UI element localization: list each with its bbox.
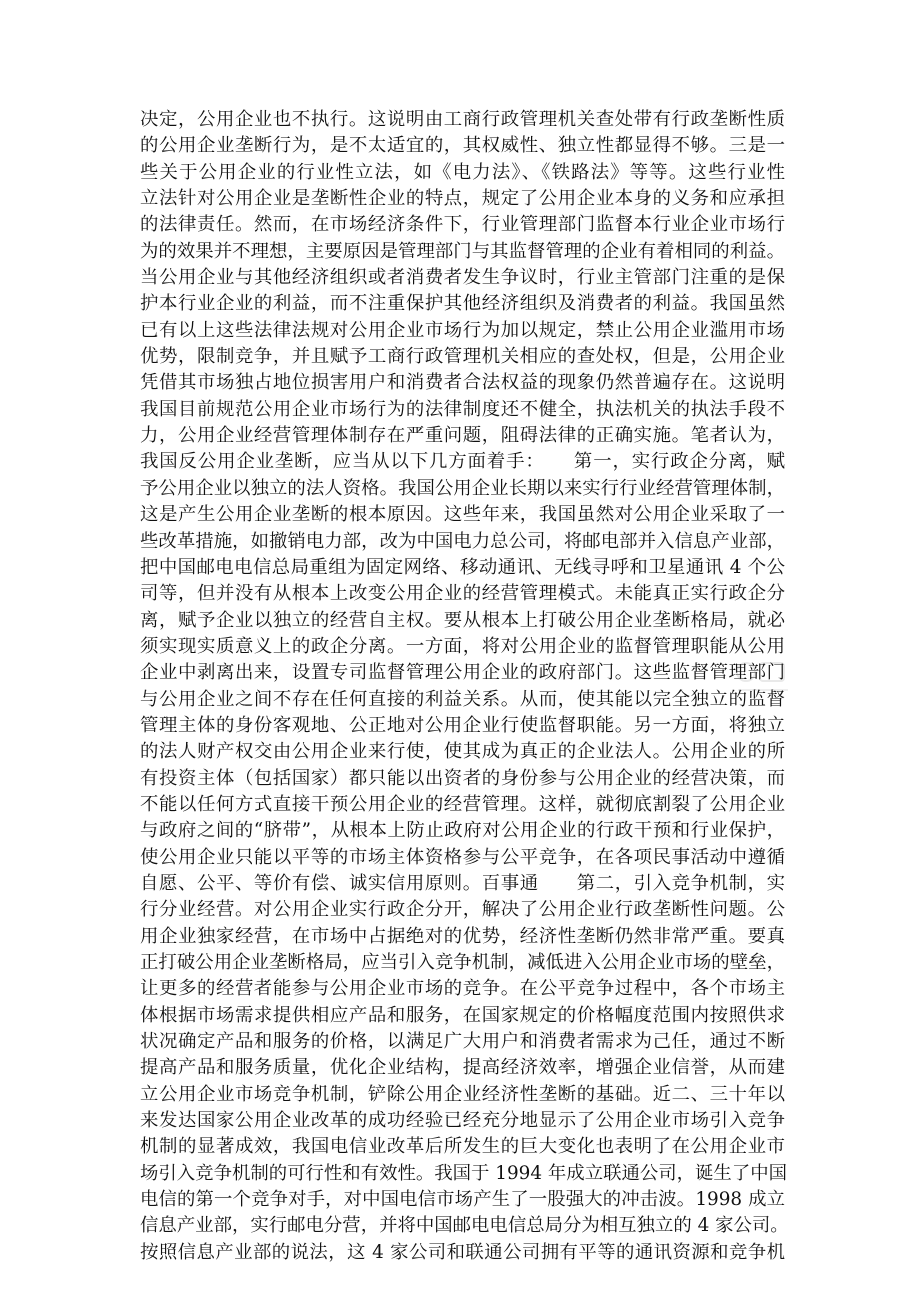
text-line: 按照信息产业部的说法，这 4 家公司和联通公司拥有平等的通讯资源和竞争机 bbox=[140, 1241, 785, 1263]
text-line: 与政府之间的“脐带”，从根本上防止政府对公用企业的行政干预和行业保护， bbox=[140, 820, 785, 842]
text-line: 我国目前规范公用企业市场行为的法律制度还不健全，执法机关的执法手段不 bbox=[140, 398, 785, 420]
text-line: 让更多的经营者能参与公用企业市场的竞争。在公平竞争过程中，各个市场主 bbox=[140, 978, 785, 1000]
text-line: 行分业经营。对公用企业实行政企分开，解决了公用企业行政垄断性问题。公 bbox=[140, 899, 785, 921]
text-line: 的公用企业垄断行为，是不太适宜的，其权威性、独立性都显得不够。三是一 bbox=[140, 135, 785, 157]
text-line: 把中国邮电电信总局重组为固定网络、移动通讯、无线寻呼和卫星通讯 4 个公 bbox=[140, 556, 785, 578]
document-body bbox=[140, 107, 789, 1266]
text-line: 些关于公用企业的行业性立法，如《电力法》、《铁路法》等等。这些行业性 bbox=[140, 161, 785, 183]
text-line: 离，赋予企业以独立的经营自主权。要从根本上打破公用企业垄断格局，就必 bbox=[140, 609, 785, 631]
text-line: 有投资主体（包括国家）都只能以出资者的身份参与公用企业的经营决策，而 bbox=[140, 767, 785, 789]
text-line: 予公用企业以独立的法人资格。我国公用企业长期以来实行行业经营管理体制， bbox=[140, 477, 785, 499]
text-line: 不能以任何方式直接干预公用企业的经营管理。这样，就彻底割裂了公用企业 bbox=[140, 793, 785, 815]
text-line: 我国反公用企业垄断，应当从以下几方面着手： 第一，实行政企分离，赋 bbox=[140, 451, 785, 473]
text-line: 自愿、公平、等价有偿、诚实信用原则。百事通 第二，引入竞争机制，实 bbox=[140, 872, 785, 894]
text-line: 提高产品和服务质量，优化企业结构，提高经济效率，增强企业信誉，从而建 bbox=[140, 1057, 785, 1079]
text-line: 些改革措施，如撤销电力部，改为中国电力总公司，将邮电部并入信息产业部， bbox=[140, 530, 785, 552]
text-line: 使公用企业只能以平等的市场主体资格参与公平竞争，在各项民事活动中遵循 bbox=[140, 846, 785, 868]
text-line: 机制的显著成效，我国电信业改革后所发生的巨大变化也表明了在公用企业市 bbox=[140, 1136, 785, 1158]
text-line: 须实现实质意义上的政企分离。一方面，将对公用企业的监督管理职能从公用 bbox=[140, 635, 785, 657]
text-line: 的法律责任。然而，在市场经济条件下，行业管理部门监督本行业企业市场行 bbox=[140, 214, 785, 236]
text-line: 立公用企业市场竞争机制，铲除公用企业经济性垄断的基础。近二、三十年以 bbox=[140, 1083, 785, 1105]
text-line: 这是产生公用企业垄断的根本原因。这些年来，我国虽然对公用企业采取了一 bbox=[140, 504, 785, 526]
text-line: 为的效果并不理想，主要原因是管理部门与其监督管理的企业有着相同的利益。 bbox=[140, 240, 785, 262]
text-line: 体根据市场需求提供相应产品和服务，在国家规定的价格幅度范围内按照供求 bbox=[140, 1004, 785, 1026]
text-line: 的法人财产权交由公用企业来行使，使其成为真正的企业法人。公用企业的所 bbox=[140, 741, 785, 763]
text-line: 企业中剥离出来，设置专司监督管理公用企业的政府部门。这些监督管理部门 bbox=[140, 662, 785, 684]
text-line: 场引入竞争机制的可行性和有效性。我国于 1994 年成立联通公司，诞生了中国 bbox=[140, 1162, 787, 1184]
text-line: 已有以上这些法律法规对公用企业市场行为加以规定，禁止公用企业滥用市场 bbox=[140, 319, 785, 341]
text-line: 与公用企业之间不存在任何直接的利益关系。从而，使其能以完全独立的监督 bbox=[140, 688, 785, 710]
text-line: 力，公用企业经营管理体制存在严重问题，阻碍法律的正确实施。笔者认为， bbox=[140, 425, 785, 447]
text-line: 来发达国家公用企业改革的成功经验已经充分地显示了公用企业市场引入竞争 bbox=[140, 1110, 785, 1132]
text-line: 状况确定产品和服务的价格，以满足广大用户和消费者需求为己任，通过不断 bbox=[140, 1031, 785, 1053]
text-line: 决定，公用企业也不执行。这说明由工商行政管理机关查处带有行政垄断性质 bbox=[140, 109, 785, 130]
text-line: 电信的第一个竞争对手，对中国电信市场产生了一股强大的冲击波。1998 成立 bbox=[140, 1189, 785, 1211]
text-line: 正打破公用企业垄断格局，应当引入竞争机制，减低进入公用企业市场的壁垒， bbox=[140, 952, 785, 973]
text-line: 信息产业部，实行邮电分营，并将中国邮电电信总局分为相互独立的 4 家公司。 bbox=[140, 1215, 789, 1237]
text-line: 立法针对公用企业是垄断性企业的特点，规定了公用企业本身的义务和应承担 bbox=[140, 188, 785, 210]
text-line: 优势，限制竞争，并且赋予工商行政管理机关相应的查处权，但是，公用企业 bbox=[140, 346, 785, 368]
text-line: 管理主体的身份客观地、公正地对公用企业行使监督职能。另一方面，将独立 bbox=[140, 714, 785, 736]
document-watermark-icon bbox=[732, 654, 794, 698]
text-line: 司等，但并没有从根本上改变公用企业的经营管理模式。未能真正实行政企分 bbox=[140, 583, 785, 605]
text-line: 凭借其市场独占地位损害用户和消费者合法权益的现象仍然普遍存在。这说明 bbox=[140, 372, 785, 394]
text-line: 护本行业企业的利益，而不注重保护其他经济组织及消费者的利益。我国虽然 bbox=[140, 293, 785, 315]
text-line: 用企业独家经营，在市场中占据绝对的优势，经济性垄断仍然非常严重。要真 bbox=[140, 925, 785, 947]
text-line: 当公用企业与其他经济组织或者消费者发生争议时，行业主管部门注重的是保 bbox=[140, 267, 785, 289]
